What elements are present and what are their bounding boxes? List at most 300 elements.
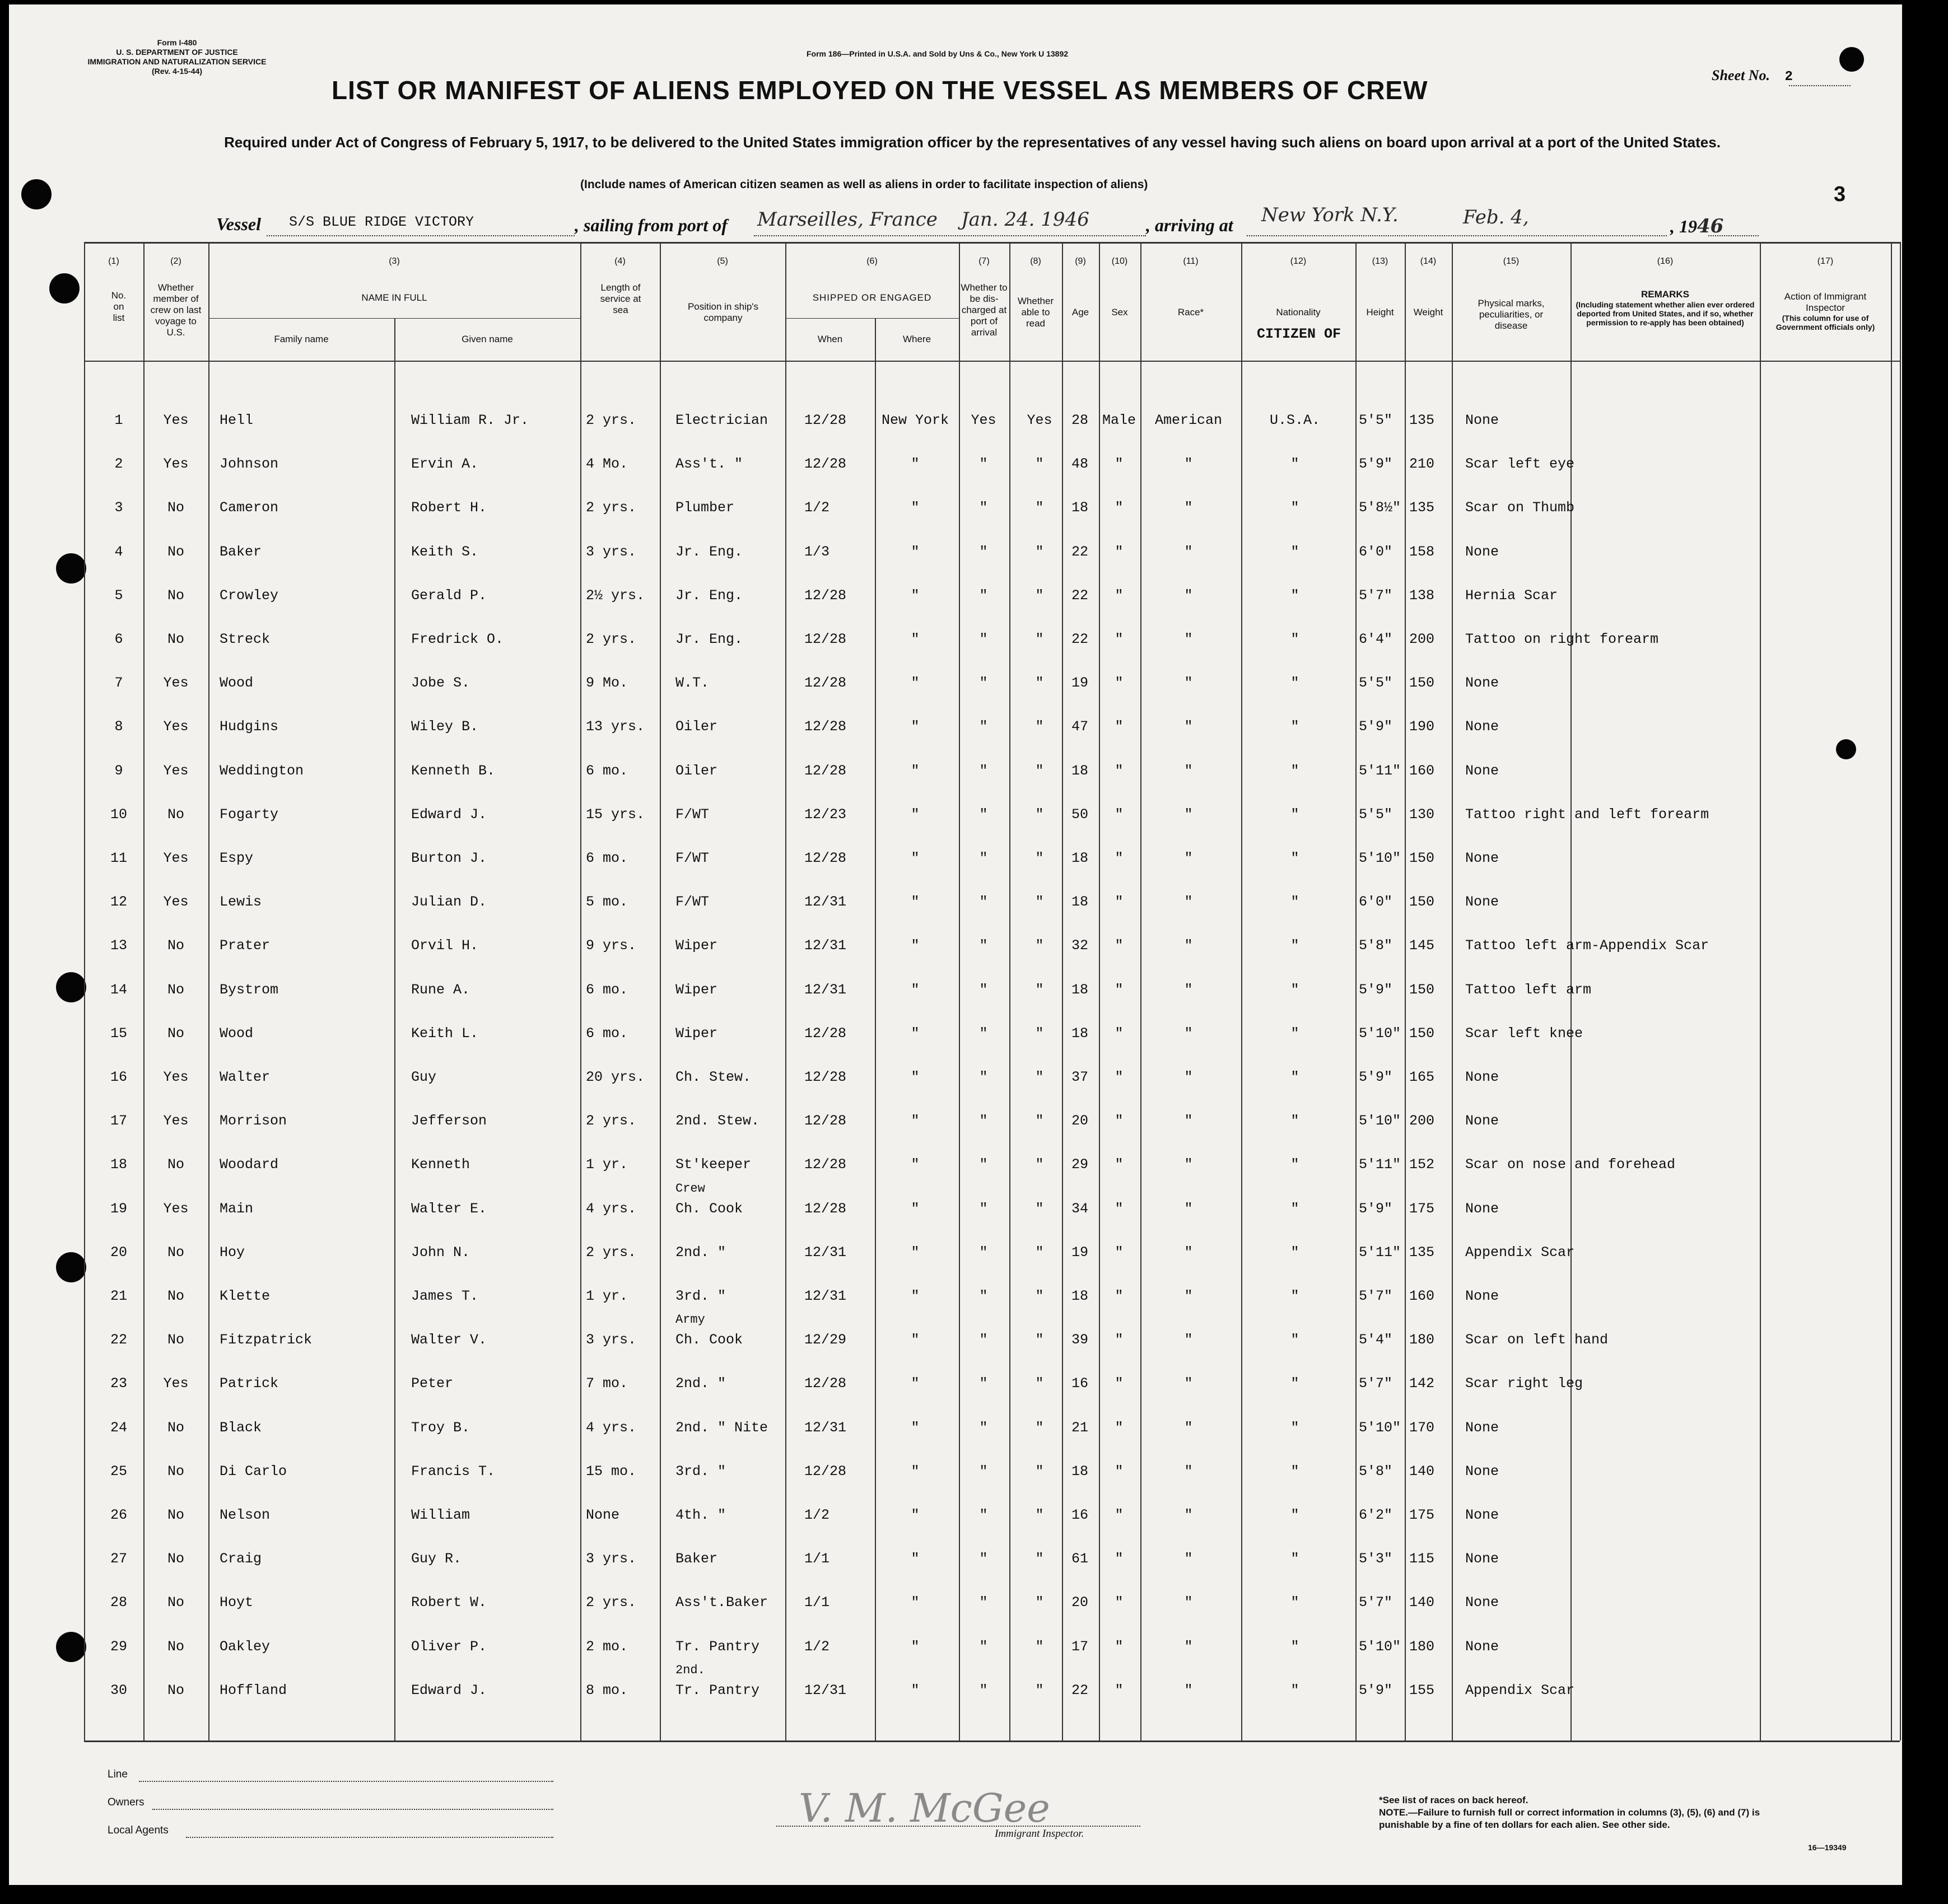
- row-given-name: Edward J.: [411, 1682, 487, 1698]
- row-discharged: ": [979, 1244, 988, 1261]
- signature-rule: [776, 1826, 1140, 1827]
- row-discharged: ": [979, 675, 988, 691]
- row-given-name: Orvil H.: [411, 937, 479, 954]
- col-number: (1): [108, 256, 119, 266]
- row-shipped-where: ": [911, 1463, 920, 1480]
- row-previous-voyage: Yes: [163, 718, 189, 735]
- row-age: 39: [1071, 1332, 1088, 1348]
- col-label-where: Where: [902, 334, 931, 344]
- col-action-note: (This column for use of Government officials only): [1775, 314, 1875, 332]
- row-given-name: Kenneth: [411, 1156, 470, 1173]
- row-sex: ": [1115, 1332, 1124, 1348]
- row-able-to-read: ": [1035, 1113, 1044, 1129]
- row-able-to-read: ": [1035, 1201, 1044, 1217]
- row-race: ": [1184, 1156, 1193, 1173]
- row-race: ": [1184, 894, 1193, 910]
- row-sex: ": [1115, 631, 1124, 647]
- row-discharged: ": [979, 763, 988, 779]
- row-nationality: ": [1290, 1375, 1299, 1392]
- row-shipped-where: ": [911, 850, 920, 866]
- row-discharged: ": [979, 1594, 988, 1611]
- row-shipped-where: ": [911, 1025, 920, 1042]
- row-weight: 170: [1409, 1420, 1435, 1436]
- row-physical-marks: Scar left knee: [1465, 1025, 1583, 1042]
- row-position: Jr. Eng.: [675, 587, 743, 604]
- row-position: Wiper: [675, 982, 718, 998]
- row-service-length: 2 yrs.: [586, 631, 637, 647]
- row-physical-marks: None: [1465, 1288, 1499, 1304]
- row-number: 22: [110, 1332, 127, 1348]
- row-height: 6'0": [1359, 894, 1393, 910]
- row-physical-marks: None: [1465, 1551, 1499, 1567]
- row-family-name: Patrick: [220, 1375, 279, 1392]
- row-shipped-when: 12/28: [804, 675, 847, 691]
- row-race: ": [1184, 806, 1193, 823]
- row-given-name: William: [411, 1507, 470, 1523]
- row-age: 34: [1071, 1201, 1088, 1217]
- row-race: ": [1184, 544, 1193, 560]
- row-sex: ": [1115, 982, 1124, 998]
- row-previous-voyage: No: [167, 937, 184, 954]
- row-shipped-when: 12/28: [804, 1201, 847, 1217]
- row-number: 24: [110, 1420, 127, 1436]
- row-position: Ch. Stew.: [675, 1069, 752, 1085]
- row-family-name: Oakley: [220, 1639, 271, 1655]
- row-previous-voyage: No: [167, 1682, 184, 1698]
- row-shipped-when: 12/31: [804, 937, 847, 954]
- row-previous-voyage: Yes: [163, 1201, 189, 1217]
- row-family-name: Hoyt: [220, 1594, 254, 1611]
- row-weight: 140: [1409, 1594, 1435, 1611]
- row-race: ": [1184, 1594, 1193, 1611]
- row-shipped-where: ": [911, 1332, 920, 1348]
- row-shipped-where: ": [911, 1156, 920, 1173]
- row-age: 19: [1071, 675, 1088, 691]
- row-family-name: Bystrom: [220, 982, 279, 998]
- row-family-name: Cameron: [220, 500, 279, 516]
- manifest-sheet: [9, 4, 1902, 1885]
- row-race: ": [1184, 1069, 1193, 1085]
- inspector-signature: V. M. McGee: [799, 1785, 1050, 1831]
- row-able-to-read: ": [1035, 806, 1044, 823]
- col-label-physical-marks: Physical marks, peculiarities, or disease: [1478, 298, 1545, 331]
- row-age: 32: [1071, 937, 1088, 954]
- row-able-to-read: ": [1035, 1420, 1044, 1436]
- row-given-name: Fredrick O.: [411, 631, 504, 647]
- row-position: Oiler: [675, 718, 718, 735]
- page-title: LIST OR MANIFEST OF ALIENS EMPLOYED ON THE VESSEL AS MEMBERS OF CREW: [332, 76, 1428, 105]
- row-weight: 150: [1409, 982, 1435, 998]
- row-shipped-when: 12/28: [804, 1375, 847, 1392]
- row-sex: ": [1115, 1113, 1124, 1129]
- row-physical-marks: Scar on Thumb: [1465, 500, 1575, 516]
- row-nationality: ": [1290, 1420, 1299, 1436]
- row-discharged: ": [979, 1201, 988, 1217]
- form-revision: (Rev. 4-15-44): [151, 67, 202, 76]
- col-border: [580, 242, 581, 1740]
- row-given-name: Oliver P.: [411, 1639, 487, 1655]
- col-number: (5): [717, 256, 728, 266]
- row-position: 2nd. " Nite: [675, 1420, 768, 1436]
- vessel-rule: [267, 235, 575, 236]
- row-race: ": [1184, 1551, 1193, 1567]
- row-discharged: ": [979, 456, 988, 472]
- row-weight: 200: [1409, 631, 1435, 647]
- row-previous-voyage: No: [167, 1288, 184, 1304]
- punch-hole: [49, 273, 80, 304]
- row-weight: 175: [1409, 1507, 1435, 1523]
- row-family-name: Hoffland: [220, 1682, 287, 1698]
- row-age: 18: [1071, 850, 1088, 866]
- col-label-age: Age: [1071, 307, 1089, 318]
- row-discharged: ": [979, 544, 988, 560]
- row-previous-voyage: No: [167, 587, 184, 604]
- row-race: ": [1184, 718, 1193, 735]
- row-family-name: Johnson: [220, 456, 279, 472]
- row-shipped-where: ": [911, 982, 920, 998]
- row-discharged: ": [979, 1113, 988, 1129]
- row-service-length: 15 yrs.: [586, 806, 645, 823]
- row-physical-marks: Tattoo left arm: [1465, 982, 1592, 998]
- year-prefix: , 19: [1670, 216, 1697, 236]
- row-service-length: 2 yrs.: [586, 412, 637, 428]
- row-position: W.T.: [675, 675, 710, 691]
- row-previous-voyage: No: [167, 631, 184, 647]
- row-height: 5'7": [1359, 1594, 1393, 1611]
- row-race: ": [1184, 1420, 1193, 1436]
- row-given-name: Gerald P.: [411, 587, 487, 604]
- row-previous-voyage: No: [167, 1244, 184, 1261]
- row-service-length: 6 mo.: [586, 1025, 628, 1042]
- row-previous-voyage: Yes: [163, 763, 189, 779]
- row-position: Electrician: [675, 412, 768, 428]
- form-identifier: [59, 38, 295, 76]
- row-discharged: ": [979, 1156, 988, 1173]
- row-sex: ": [1115, 1463, 1124, 1480]
- row-number: 7: [114, 675, 123, 691]
- row-number: 20: [110, 1244, 127, 1261]
- row-family-name: Espy: [220, 850, 254, 866]
- col-border: [785, 242, 786, 1740]
- col-number: (16): [1657, 256, 1674, 266]
- row-sex: ": [1115, 1201, 1124, 1217]
- row-nationality: ": [1290, 1025, 1299, 1042]
- row-shipped-where: ": [911, 587, 920, 604]
- row-sex: ": [1115, 500, 1124, 516]
- row-service-length: 20 yrs.: [586, 1069, 645, 1085]
- row-weight: 142: [1409, 1375, 1435, 1392]
- row-age: 22: [1071, 587, 1088, 604]
- col-number: (10): [1111, 256, 1128, 266]
- row-number: 28: [110, 1594, 127, 1611]
- row-able-to-read: ": [1035, 1507, 1044, 1523]
- row-weight: 130: [1409, 806, 1435, 823]
- row-age: 37: [1071, 1069, 1088, 1085]
- row-shipped-where: New York: [881, 412, 949, 428]
- row-race: ": [1184, 1288, 1193, 1304]
- sheet-label: Sheet No.: [1712, 67, 1770, 83]
- sheet-number-line: [1789, 85, 1851, 86]
- row-height: 5'9": [1359, 718, 1393, 735]
- row-physical-marks: None: [1465, 763, 1499, 779]
- col-label-nationality: Nationality: [1276, 307, 1321, 318]
- row-nationality: ": [1290, 1288, 1299, 1304]
- sheet-number: 2: [1784, 69, 1793, 85]
- row-sex: ": [1115, 1244, 1124, 1261]
- row-shipped-when: 1/2: [804, 1507, 830, 1523]
- row-age: 47: [1071, 718, 1088, 735]
- row-shipped-where: ": [911, 718, 920, 735]
- row-shipped-when: 12/28: [804, 763, 847, 779]
- sailing-label: , sailing from port of: [575, 215, 728, 235]
- row-height: 5'9": [1359, 1201, 1393, 1217]
- row-position-note: Army: [675, 1313, 705, 1327]
- row-discharged: ": [979, 850, 988, 866]
- row-nationality: ": [1290, 631, 1299, 647]
- row-physical-marks: Appendix Scar: [1465, 1682, 1575, 1698]
- row-shipped-where: ": [911, 806, 920, 823]
- row-position: Jr. Eng.: [675, 544, 743, 560]
- row-sex: ": [1115, 544, 1124, 560]
- row-given-name: Kenneth B.: [411, 763, 496, 779]
- row-able-to-read: ": [1035, 1332, 1044, 1348]
- row-weight: 150: [1409, 894, 1435, 910]
- col-label-discharged: Whether to be dis-charged at port of arrival: [961, 282, 1008, 338]
- punch-hole: [1839, 47, 1864, 72]
- row-race: ": [1184, 1244, 1193, 1261]
- row-physical-marks: Appendix Scar: [1465, 1244, 1575, 1261]
- row-given-name: James T.: [411, 1288, 479, 1304]
- row-age: 18: [1071, 1025, 1088, 1042]
- row-service-length: 3 yrs.: [586, 1332, 637, 1348]
- row-discharged: ": [979, 1025, 988, 1042]
- row-shipped-where: ": [911, 1244, 920, 1261]
- row-race: American: [1154, 412, 1223, 428]
- row-race: ": [1184, 1201, 1193, 1217]
- row-height: 5'10": [1359, 1639, 1401, 1655]
- page-mark: 3: [1834, 183, 1846, 206]
- row-number: 17: [110, 1113, 127, 1129]
- col-label-shipped: SHIPPED OR ENGAGED: [812, 292, 932, 303]
- row-weight: 115: [1409, 1551, 1435, 1567]
- row-weight: 155: [1409, 1682, 1435, 1698]
- row-shipped-when: 12/28: [804, 1069, 847, 1085]
- owners-label: Owners: [108, 1796, 145, 1808]
- row-physical-marks: None: [1465, 850, 1499, 866]
- row-discharged: ": [979, 500, 988, 516]
- row-shipped-where: ": [911, 675, 920, 691]
- row-sex: ": [1115, 456, 1124, 472]
- row-family-name: Walter: [220, 1069, 271, 1085]
- row-previous-voyage: Yes: [163, 456, 189, 472]
- row-height: 6'0": [1359, 544, 1393, 560]
- row-number: 23: [110, 1375, 127, 1392]
- table-top-border: [84, 242, 1900, 244]
- row-able-to-read: ": [1035, 1639, 1044, 1655]
- row-family-name: Weddington: [220, 763, 304, 779]
- row-weight: 135: [1409, 1244, 1435, 1261]
- row-previous-voyage: No: [167, 806, 184, 823]
- row-sex: ": [1115, 806, 1124, 823]
- row-previous-voyage: Yes: [163, 850, 189, 866]
- row-position: Jr. Eng.: [675, 631, 743, 647]
- row-shipped-when: 12/28: [804, 1156, 847, 1173]
- row-age: 22: [1071, 1682, 1088, 1698]
- row-sex: ": [1115, 1288, 1124, 1304]
- row-position: 3rd. ": [675, 1288, 726, 1304]
- line-rule: [139, 1781, 553, 1782]
- row-given-name: Robert H.: [411, 500, 487, 516]
- row-number: 14: [110, 982, 127, 998]
- row-weight: 145: [1409, 937, 1435, 954]
- row-height: 5'8½": [1359, 500, 1401, 516]
- row-shipped-when: 12/28: [804, 1463, 847, 1480]
- port-from: Marseilles, France: [757, 208, 938, 231]
- row-physical-marks: None: [1465, 1420, 1499, 1436]
- row-shipped-where: ": [911, 1420, 920, 1436]
- row-position: F/WT: [675, 806, 710, 823]
- row-nationality: ": [1290, 718, 1299, 735]
- row-race: ": [1184, 937, 1193, 954]
- row-sex: ": [1115, 1507, 1124, 1523]
- row-service-length: 13 yrs.: [586, 718, 645, 735]
- row-height: 5'10": [1359, 1025, 1401, 1042]
- row-sex: ": [1115, 1639, 1124, 1655]
- row-shipped-where: ": [911, 1594, 920, 1611]
- row-family-name: Fitzpatrick: [220, 1332, 313, 1348]
- row-service-length: 6 mo.: [586, 850, 628, 866]
- row-previous-voyage: No: [167, 1332, 184, 1348]
- date-from: Jan. 24. 1946: [961, 208, 1089, 231]
- row-race: ": [1184, 456, 1193, 472]
- row-age: 18: [1071, 1288, 1088, 1304]
- row-family-name: Crowley: [220, 587, 279, 604]
- row-race: ": [1184, 1375, 1193, 1392]
- row-given-name: Walter V.: [411, 1332, 487, 1348]
- row-weight: 200: [1409, 1113, 1435, 1129]
- row-previous-voyage: No: [167, 544, 184, 560]
- row-age: 50: [1071, 806, 1088, 823]
- row-position: Plumber: [675, 500, 735, 516]
- row-position: Oiler: [675, 763, 718, 779]
- row-given-name: Francis T.: [411, 1463, 496, 1480]
- row-given-name: Julian D.: [411, 894, 487, 910]
- row-given-name: Jefferson: [411, 1113, 487, 1129]
- row-nationality: ": [1290, 806, 1299, 823]
- row-position: F/WT: [675, 850, 710, 866]
- row-previous-voyage: Yes: [163, 1113, 189, 1129]
- row-sex: ": [1115, 587, 1124, 604]
- row-age: 16: [1071, 1375, 1088, 1392]
- row-number: 21: [110, 1288, 127, 1304]
- row-given-name: Keith S.: [411, 544, 479, 560]
- row-number: 2: [114, 456, 123, 472]
- col-border: [1405, 242, 1406, 1740]
- row-service-length: 3 yrs.: [586, 1551, 637, 1567]
- row-position: 4th. ": [675, 1507, 726, 1523]
- col-label-name: NAME IN FULL: [361, 292, 427, 303]
- row-age: 18: [1071, 500, 1088, 516]
- row-weight: 135: [1409, 412, 1435, 428]
- row-family-name: Hudgins: [220, 718, 279, 735]
- subheader-rule-shipped: [785, 318, 959, 319]
- row-height: 5'9": [1359, 982, 1393, 998]
- row-number: 9: [114, 763, 123, 779]
- row-age: 17: [1071, 1639, 1088, 1655]
- row-sex: ": [1115, 937, 1124, 954]
- col-remarks-note: (Including statement whether alien ever ordered deported from United States, and if so, whether permission to re-apply has been obtained): [1576, 300, 1755, 327]
- row-given-name: Rune A.: [411, 982, 470, 998]
- row-family-name: Craig: [220, 1551, 262, 1567]
- row-number: 10: [110, 806, 127, 823]
- row-family-name: Streck: [220, 631, 271, 647]
- row-number: 4: [114, 544, 123, 560]
- row-number: 12: [110, 894, 127, 910]
- row-able-to-read: ": [1035, 1069, 1044, 1085]
- row-weight: 160: [1409, 763, 1435, 779]
- row-height: 5'3": [1359, 1551, 1393, 1567]
- punch-hole: [1836, 739, 1856, 759]
- col-number: (12): [1290, 256, 1307, 266]
- row-height: 5'10": [1359, 1420, 1401, 1436]
- row-family-name: Woodard: [220, 1156, 279, 1173]
- col-border: [394, 318, 395, 1740]
- row-race: ": [1184, 675, 1193, 691]
- row-shipped-when: 12/31: [804, 1682, 847, 1698]
- row-service-length: None: [586, 1507, 620, 1523]
- col-label-family-name: Family name: [274, 334, 329, 344]
- row-nationality: ": [1290, 675, 1299, 691]
- row-weight: 210: [1409, 456, 1435, 472]
- row-nationality: ": [1290, 763, 1299, 779]
- row-family-name: Hell: [220, 412, 254, 428]
- row-sex: ": [1115, 718, 1124, 735]
- row-able-to-read: ": [1035, 1156, 1044, 1173]
- col-border: [1891, 242, 1892, 1740]
- include-note: (Include names of American citizen seamen as well as aliens in order to facilitate inspection of aliens): [580, 178, 1148, 191]
- row-physical-marks: None: [1465, 412, 1499, 428]
- col-label-weight: Weight: [1413, 307, 1443, 318]
- row-nationality: ": [1290, 1551, 1299, 1567]
- row-height: 5'7": [1359, 1288, 1393, 1304]
- col-label-previous-voyage: Whether member of crew on last voyage to U.S.: [150, 282, 202, 338]
- row-nationality: ": [1290, 1201, 1299, 1217]
- row-height: 5'5": [1359, 806, 1393, 823]
- row-given-name: Guy R.: [411, 1551, 462, 1567]
- row-shipped-where: ": [911, 456, 920, 472]
- row-weight: 160: [1409, 1288, 1435, 1304]
- row-sex: ": [1115, 763, 1124, 779]
- row-number: 19: [110, 1201, 127, 1217]
- row-nationality: ": [1290, 544, 1299, 560]
- row-physical-marks: Scar on left hand: [1465, 1332, 1609, 1348]
- owners-rule: [152, 1809, 553, 1810]
- row-sex: ": [1115, 1069, 1124, 1085]
- row-physical-marks: None: [1465, 894, 1499, 910]
- row-shipped-when: 12/31: [804, 1244, 847, 1261]
- row-shipped-when: 1/3: [804, 544, 830, 560]
- row-number: 29: [110, 1639, 127, 1655]
- row-shipped-where: ": [911, 500, 920, 516]
- col-label-read: Whether able to read: [1017, 296, 1054, 329]
- printer-note: Form 186—Printed in U.S.A. and Sold by Uns & Co., New York U 13892: [807, 49, 1069, 58]
- row-number: 27: [110, 1551, 127, 1567]
- row-shipped-when: 12/31: [804, 982, 847, 998]
- row-given-name: Burton J.: [411, 850, 487, 866]
- row-previous-voyage: No: [167, 1507, 184, 1523]
- service-name: IMMIGRATION AND NATURALIZATION SERVICE: [87, 57, 267, 66]
- row-previous-voyage: No: [167, 1420, 184, 1436]
